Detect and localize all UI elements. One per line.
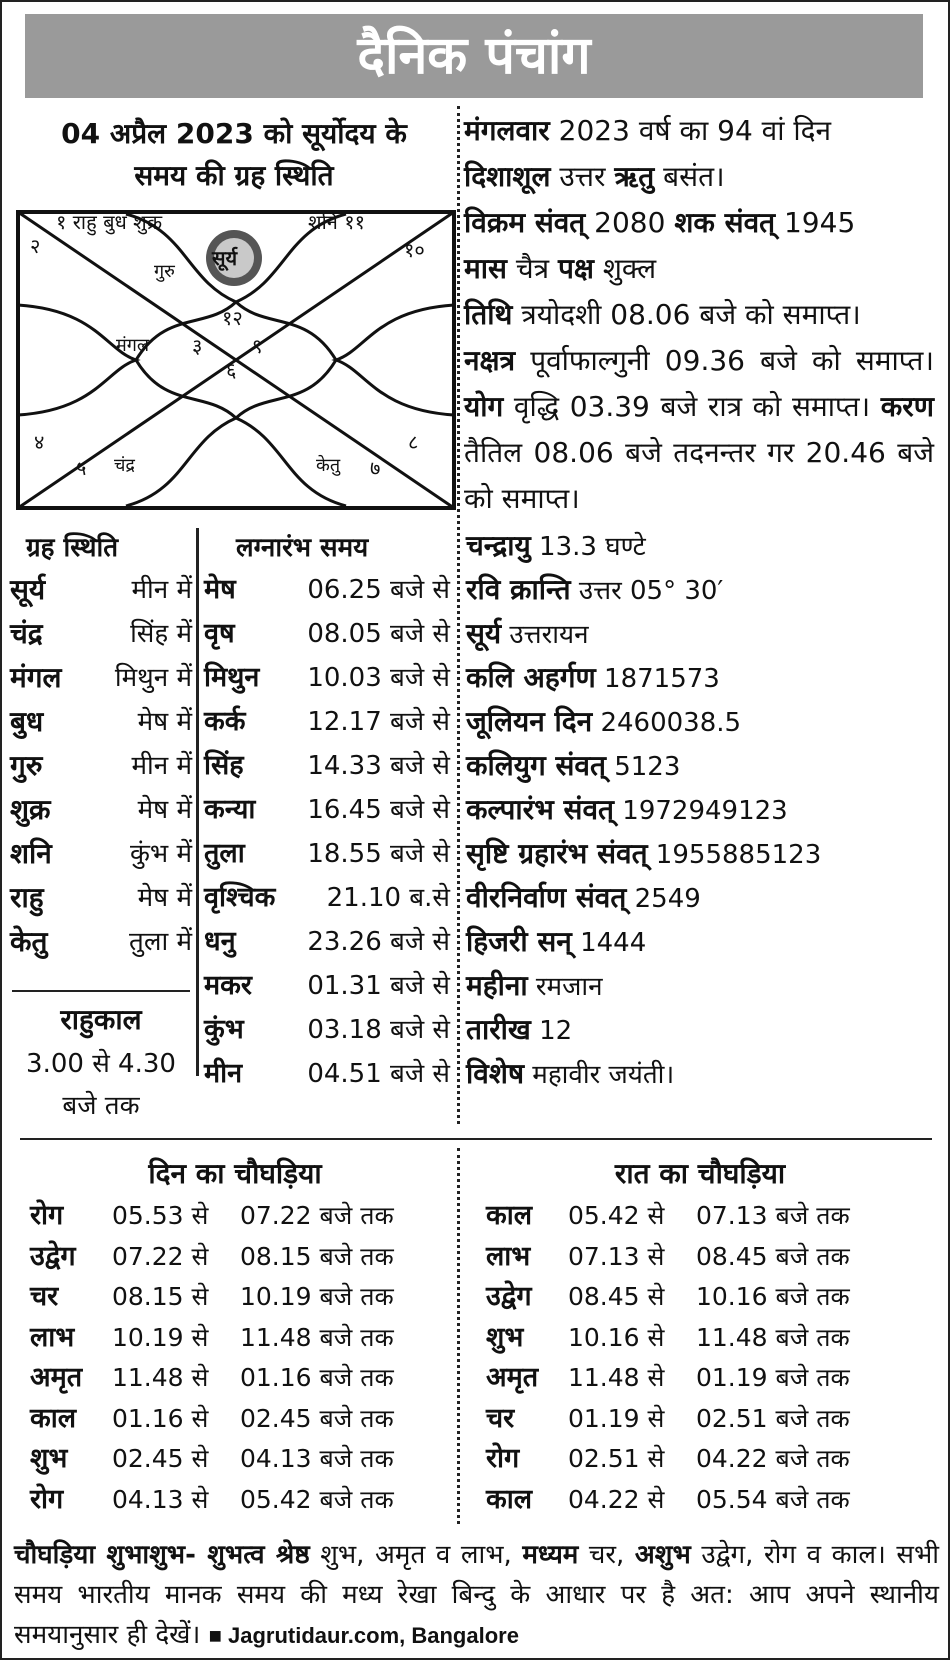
chogadiya-separator <box>20 1138 932 1140</box>
rahukaal-divider <box>12 990 190 992</box>
lagna-time: 06.25 बजे से <box>307 575 450 605</box>
maas-line: मास चैत्र पक्ष शुक्ल <box>464 252 657 285</box>
chogadiya-to: 05.54 बजे तक <box>696 1484 850 1514</box>
info-row <box>466 924 646 961</box>
lagna-sign: कन्या <box>204 794 256 825</box>
chogadiya-to: 05.42 बजे तक <box>240 1484 394 1514</box>
chogadiya-name: रोग <box>30 1483 64 1515</box>
kundli-mangal: मंगल <box>116 335 150 356</box>
chogadiya-name: रोग <box>486 1443 520 1474</box>
graha-heading: ग्रह स्थिति <box>26 533 119 563</box>
kundli-ketu: केतु <box>316 455 341 476</box>
chogadiya-to: 11.48 बजे तक <box>240 1322 394 1352</box>
chogadiya-from: 01.16 से <box>112 1403 209 1433</box>
chogadiya-to: 08.45 बजे तक <box>696 1241 850 1271</box>
chogadiya-name: लाभ <box>486 1240 531 1272</box>
graha-name: शुक्र <box>10 793 51 826</box>
chogadiya-from: 05.42 से <box>568 1201 665 1230</box>
chogadiya-to: 07.13 बजे तक <box>696 1201 850 1230</box>
chogadiya-to: 01.19 बजे तक <box>696 1363 850 1392</box>
rahukaal-suffix: बजे तक <box>62 1091 140 1121</box>
info-value: 2549 <box>626 884 701 914</box>
info-label: कलियुग संवत् <box>466 749 606 782</box>
page-title: दैनिक पंचांग <box>25 14 923 98</box>
chogadiya-from: 08.45 से <box>568 1282 665 1311</box>
kundli-house5: ५ <box>76 456 87 480</box>
lagna-sign: मिथुन <box>204 662 260 693</box>
graha-position: मेष में <box>137 707 192 737</box>
lagna-sign: धनु <box>204 926 236 957</box>
kundli-top-left: १ राहु बुध शुक्र <box>56 210 163 234</box>
kundli-house9: ९ <box>252 334 263 358</box>
chart-heading-line1: 04 अप्रैल 2023 को सूर्योदय के <box>61 117 407 150</box>
info-value: उत्तरायन <box>501 620 589 650</box>
chogadiya-from: 04.22 से <box>568 1484 665 1514</box>
chogadiya-from: 07.13 से <box>568 1241 665 1271</box>
info-row <box>466 572 723 609</box>
kundli-chart <box>16 210 456 510</box>
info-value: महावीर जयंती। <box>524 1060 675 1090</box>
lagna-sign: तुला <box>204 838 245 869</box>
nakshatra-text: नक्षत्र पूर्वाफाल्गुनी 09.36 बजे को समाप्त। योग वृद्धि 03.39 बजे रात्र को समाप्त। करण तैतिल 08.06 बजे तदनन्तर गर 20.46 बजे को समाप्त। <box>464 344 934 515</box>
graha-position: मीन में <box>131 751 192 781</box>
info-row <box>466 616 589 653</box>
info-value: 5123 <box>605 752 681 782</box>
kundli-house8: ८ <box>408 430 419 454</box>
kundli-chandra: चंद्र <box>114 455 135 476</box>
chogadiya-from: 02.51 से <box>568 1444 665 1473</box>
info-row <box>466 748 680 785</box>
rahukaal-time: 3.00 से 4.30 <box>26 1049 176 1079</box>
info-value: 1972949123 <box>614 796 788 826</box>
chogadiya-to: 04.22 बजे तक <box>696 1444 850 1473</box>
chogadiya-name: रोग <box>30 1200 64 1231</box>
kundli-guru: गुरु <box>154 261 175 282</box>
chogadiya-name: उद्वेग <box>486 1281 532 1312</box>
info-label: विशेष <box>466 1057 525 1090</box>
info-value: 1955885123 <box>647 840 822 870</box>
info-label: वीरनिर्वाण संवत् <box>466 881 627 914</box>
chogadiya-from: 11.48 से <box>568 1363 665 1392</box>
graha-position: मिथुन में <box>114 663 192 693</box>
info-row <box>466 968 603 1005</box>
chogadiya-to: 01.16 बजे तक <box>240 1363 394 1392</box>
graha-name: शनि <box>10 837 52 870</box>
lagna-time: 18.55 बजे से <box>307 839 450 869</box>
lagna-time: 12.17 बजे से <box>307 707 450 737</box>
day-chogadiya-heading: दिन का चौघड़िया <box>148 1157 322 1190</box>
graha-name: चंद्र <box>10 617 43 650</box>
graha-name: केतु <box>10 925 48 958</box>
info-row <box>466 880 701 917</box>
kundli-house6: ६ <box>226 358 237 382</box>
chogadiya-name: अमृत <box>486 1362 539 1393</box>
chogadiya-to: 02.51 बजे तक <box>696 1403 850 1433</box>
chogadiya-from: 07.22 से <box>112 1241 209 1271</box>
chogadiya-name: अमृत <box>30 1362 83 1393</box>
chogadiya-from: 01.19 से <box>568 1403 665 1433</box>
lagna-time: 16.45 बजे से <box>307 795 450 825</box>
chogadiya-to: 08.15 बजे तक <box>240 1241 394 1271</box>
lagna-sign: वृश्चिक <box>204 882 276 913</box>
graha-name: गुरु <box>10 749 43 782</box>
lagna-sign: मीन <box>204 1058 243 1089</box>
lagna-sign: कुंभ <box>204 1014 244 1045</box>
graha-lagna-divider <box>196 528 199 1076</box>
info-row <box>466 660 720 697</box>
lagna-time: 08.05 बजे से <box>307 619 450 649</box>
chogadiya-name: शुभ <box>30 1443 68 1474</box>
kundli-right-num: १० <box>404 238 425 262</box>
lagna-sign: कर्क <box>204 706 246 737</box>
night-chogadiya-heading: रात का चौघड़िया <box>614 1157 786 1190</box>
info-label: कल्पारंभ संवत् <box>466 793 615 826</box>
chogadiya-divider <box>457 1148 460 1524</box>
chogadiya-name: चर <box>486 1402 515 1434</box>
chogadiya-from: 05.53 से <box>112 1201 209 1230</box>
chogadiya-to: 10.19 बजे तक <box>240 1282 394 1311</box>
chogadiya-from: 10.16 से <box>568 1322 665 1352</box>
chogadiya-from: 08.15 से <box>112 1282 209 1311</box>
samvat-line: विक्रम संवत् 2080 शक संवत् 1945 <box>464 206 856 239</box>
chogadiya-name: काल <box>486 1483 533 1515</box>
info-value: 13.3 घण्टे <box>530 532 646 562</box>
rahukaal-title: राहुकाल <box>60 1003 142 1036</box>
info-label: सृष्टि ग्रहारंभ संवत् <box>466 837 648 870</box>
info-value: 1444 <box>571 928 647 958</box>
info-row <box>466 1056 674 1093</box>
chogadiya-name: काल <box>30 1402 77 1434</box>
lagna-time: 23.26 बजे से <box>307 927 450 957</box>
info-label: जूलियन दिन <box>466 705 593 738</box>
info-value: रमजान <box>527 972 603 1002</box>
info-row <box>466 1012 572 1049</box>
kundli-house4: ४ <box>34 430 45 454</box>
graha-position: मेष में <box>137 795 192 825</box>
info-label: तारीख <box>466 1013 531 1046</box>
info-row <box>466 704 741 741</box>
lagna-time: 04.51 बजे से <box>307 1059 450 1089</box>
chogadiya-name: चर <box>30 1281 59 1312</box>
graha-position: मीन में <box>131 575 192 605</box>
source-credit: ■ Jagrutidaur.com, Bangalore <box>208 1623 519 1648</box>
graha-position: तुला में <box>129 927 192 957</box>
graha-name: बुध <box>10 705 44 738</box>
chogadiya-from: 04.13 से <box>112 1484 209 1514</box>
kundli-house3: ३ <box>192 334 203 358</box>
lagna-time: 14.33 बजे से <box>307 751 450 781</box>
chogadiya-to: 11.48 बजे तक <box>696 1322 850 1352</box>
lagna-heading: लग्नारंभ समय <box>236 533 369 563</box>
chogadiya-from: 02.45 से <box>112 1444 209 1473</box>
info-row <box>466 836 821 873</box>
graha-position: कुंभ में <box>129 839 192 869</box>
chogadiya-to: 04.13 बजे तक <box>240 1444 394 1473</box>
info-row <box>466 792 788 829</box>
lagna-sign: मकर <box>204 970 252 1001</box>
info-label: महीना <box>466 969 528 1002</box>
footer-note: चौघड़िया शुभाशुभ- शुभत्व श्रेष्ठ शुभ, अमृत व लाभ, मध्यम चर, अशुभ उद्वेग, रोग व काल। सभी समय भारतीय मानक समय की मध्य रेखा बिन्दु के आधार पर है अत: आप अपने स्थानीय समयानुसार ही देखें। ■ Jagrutidaur.com, Bangalore <box>14 1540 939 1650</box>
kundli-house7: ७ <box>370 456 381 480</box>
kundli-center-top: १२ <box>222 306 243 330</box>
dishashool-line: दिशाशूल उत्तर ऋतु बसंत। <box>464 160 725 193</box>
lagna-time: 10.03 बजे से <box>307 663 450 693</box>
lagna-sign: मेष <box>204 574 236 605</box>
panchang-details <box>464 108 934 522</box>
chogadiya-name: लाभ <box>30 1321 75 1353</box>
graha-name: राहु <box>10 881 44 914</box>
chogadiya-name: शुभ <box>486 1321 524 1353</box>
info-label: कलि अहर्गण <box>466 661 596 694</box>
kundli-top-right: शनि ११ <box>308 210 366 234</box>
kundli-left-num: २ <box>30 234 41 258</box>
graha-position: मेष में <box>137 883 192 913</box>
kundli-sun: सूर्य <box>212 246 238 270</box>
chogadiya-from: 11.48 से <box>112 1363 209 1392</box>
chogadiya-name: काल <box>486 1200 533 1231</box>
chogadiya-name: उद्वेग <box>30 1240 76 1272</box>
lagna-sign: सिंह <box>204 750 244 781</box>
info-label: सूर्य <box>466 617 502 650</box>
weekday-line: मंगलवार 2023 वर्ष का 94 वां दिन <box>464 114 832 147</box>
lagna-time: 21.10 ब.से <box>326 883 450 913</box>
chogadiya-to: 07.22 बजे तक <box>240 1201 394 1230</box>
lagna-time: 01.31 बजे से <box>307 971 450 1001</box>
info-value: 2460038.5 <box>592 708 742 738</box>
graha-name: सूर्य <box>10 573 46 606</box>
lagna-sign: वृष <box>204 618 235 649</box>
info-value: 1871573 <box>595 664 720 694</box>
info-label: चन्द्रायु <box>466 529 531 562</box>
chogadiya-to: 02.45 बजे तक <box>240 1403 394 1433</box>
tithi-line: तिथि त्रयोदशी 08.06 बजे को समाप्त। <box>464 298 861 331</box>
chogadiya-to: 10.16 बजे तक <box>696 1282 850 1311</box>
chogadiya-from: 10.19 से <box>112 1322 209 1352</box>
info-value: उत्तर 05° 30′ <box>570 576 724 606</box>
graha-position: सिंह में <box>130 619 192 649</box>
info-label: रवि क्रान्ति <box>466 573 571 606</box>
chart-heading-line2: समय की ग्रह स्थिति <box>134 159 334 192</box>
upper-divider <box>457 106 460 1124</box>
graha-name: मंगल <box>10 661 62 694</box>
info-label: हिजरी सन् <box>466 925 572 958</box>
info-row <box>466 528 646 565</box>
lagna-time: 03.18 बजे से <box>307 1015 450 1045</box>
info-value: 12 <box>530 1016 573 1046</box>
